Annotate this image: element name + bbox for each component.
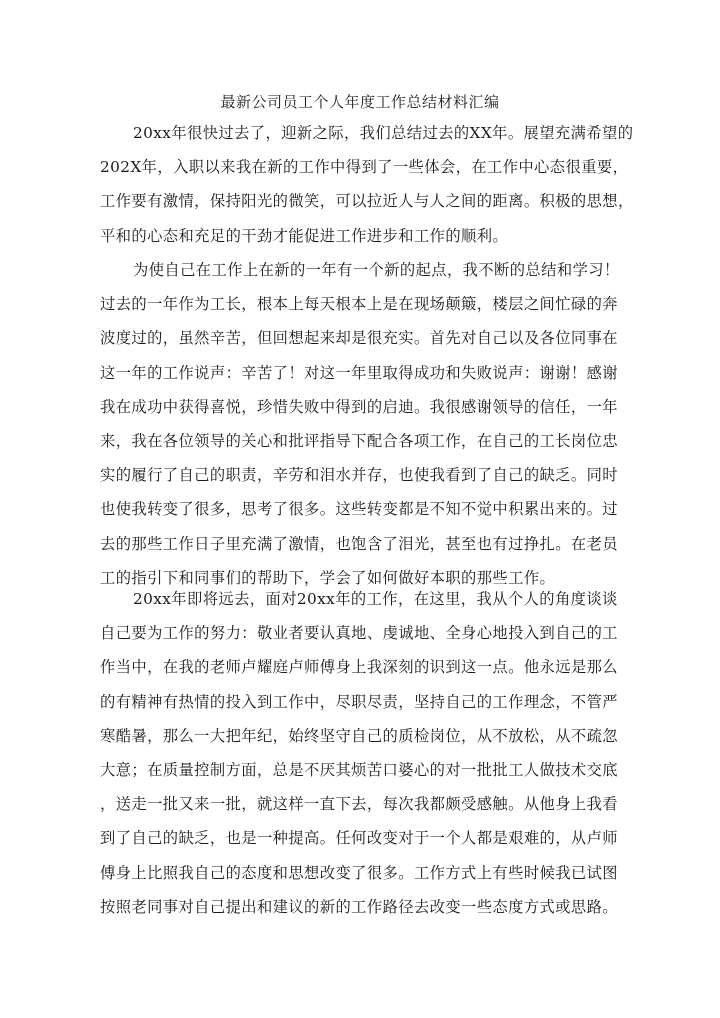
paragraph-3 bbox=[100, 582, 618, 924]
paragraph-line: 按照老同事对自己提出和建议的新的工作路径去改变一些态度方式或思路。 bbox=[100, 897, 618, 916]
paragraph-line: 来，我在各位领导的关心和批评指导下配合各项工作，在自己的工长岗位忠 bbox=[100, 431, 618, 450]
paragraph-line: 工作要有激情，保持阳光的微笑，可以拉近人与人之间的距离。积极的思想， bbox=[100, 192, 634, 211]
paragraph-1 bbox=[100, 116, 634, 253]
paragraph-line: 工的指引下和同事们的帮助下，学会了如何做好本职的那些工作。 bbox=[100, 568, 556, 587]
paragraph-line: 大意；在质量控制方面，总是不厌其烦苦口婆心的对一批批工人做技术交底 bbox=[100, 760, 618, 779]
paragraph-line: 波度过的，虽然辛苦，但回想起来却是很充实。首先对自己以及各位同事在 bbox=[100, 329, 618, 348]
paragraph-line: 我在成功中获得喜悦，珍惜失败中得到的启迪。我很感谢领导的信任，一年 bbox=[100, 397, 618, 416]
paragraph-line: 平和的心态和充足的干劲才能促进工作进步和工作的顺利。 bbox=[100, 226, 509, 245]
paragraph-line: 过去的一年作为工长，根本上每天根本上是在现场颠簸，楼层之间忙碌的奔 bbox=[100, 295, 618, 314]
paragraph-line: 为使自己在工作上在新的一年有一个新的起点，我不断的总结和学习！ bbox=[133, 261, 620, 279]
paragraph-line: 202X年，入职以来我在新的工作中得到了一些体会，在工作中心态很重要， bbox=[100, 158, 629, 177]
paragraph-2 bbox=[100, 253, 620, 595]
paragraph-line: 20xx年即将远去，面对20xx年的工作，在这里，我从个人的角度谈谈 bbox=[133, 590, 618, 608]
paragraph-line: 自己要为工作的努力：敬业者要认真地、虔诚地、全身心地投入到自己的工 bbox=[100, 624, 618, 643]
paragraph-line: ，送走一批又来一批，就这样一直下去，每次我都颇受感触。从他身上我看 bbox=[100, 795, 618, 814]
paragraph-line: 寒酷暑，那么一大把年纪，始终坚守自己的质检岗位，从不放松，从不疏忽 bbox=[100, 726, 618, 745]
paragraph-line: 实的履行了自己的职责，辛劳和泪水并存，也使我看到了自己的缺乏。同时 bbox=[100, 466, 618, 485]
paragraph-line: 这一年的工作说声：辛苦了！对这一年里取得成功和失败说声：谢谢！感谢 bbox=[100, 363, 618, 382]
paragraph-line: 的有精神有热情的投入到工作中，尽职尽责，坚持自己的工作理念，不管严 bbox=[100, 692, 618, 711]
paragraph-line: 20xx年很快过去了，迎新之际，我们总结过去的XX年。展望充满希望的 bbox=[133, 124, 634, 142]
paragraph-line: 到了自己的缺乏，也是一种提高。任何改变对于一个人都是艰难的，从卢师 bbox=[100, 829, 618, 848]
document-title: 最新公司员工个人年度工作总结材料汇编 bbox=[220, 93, 500, 111]
paragraph-line: 作当中，在我的老师卢耀庭卢师傅身上我深刻的识到这一点。他永远是那么 bbox=[100, 658, 618, 677]
paragraph-line: 也使我转变了很多，思考了很多。这些转变都是不知不觉中积累出来的。过 bbox=[100, 500, 618, 519]
paragraph-line: 去的那些工作日子里充满了激情，也饱含了泪光，甚至也有过挣扎。在老员 bbox=[100, 534, 618, 553]
paragraph-line: 傅身上比照我自己的态度和思想改变了很多。工作方式上有些时候我已试图 bbox=[100, 863, 618, 882]
